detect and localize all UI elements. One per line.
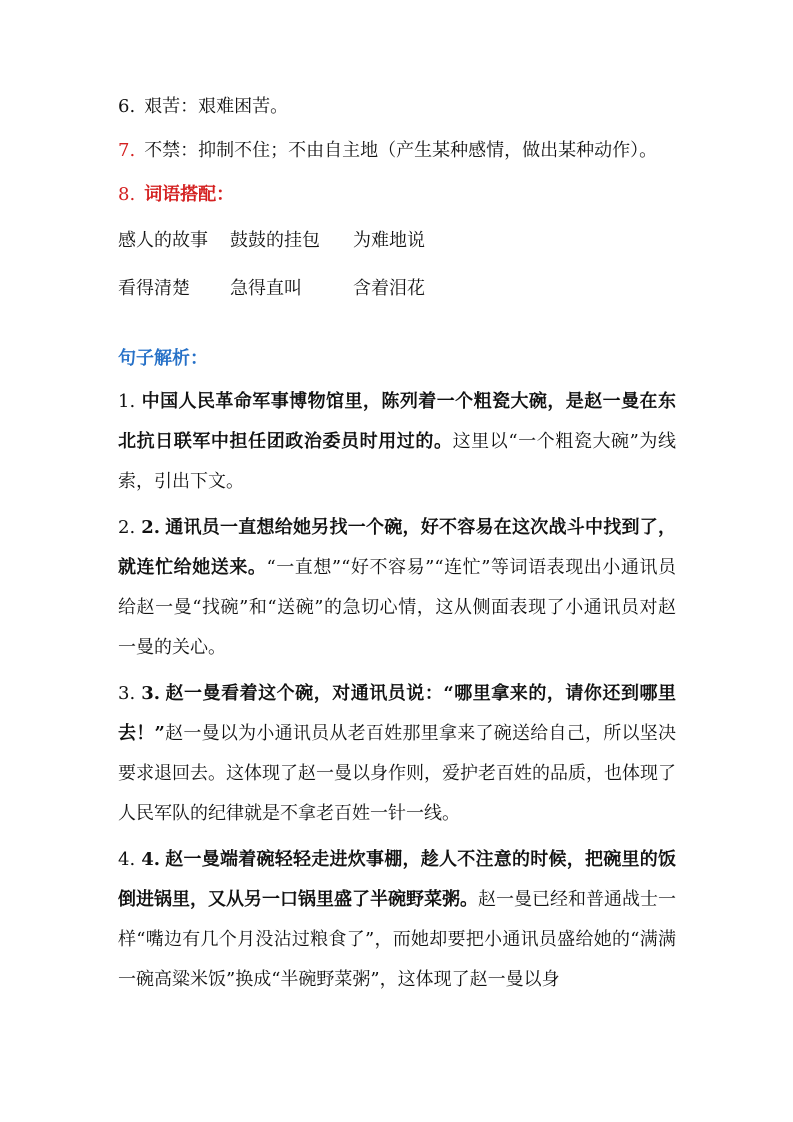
sentence-analysis-4 xyxy=(118,840,676,1000)
word-pair: 看得清楚 xyxy=(118,278,190,299)
analysis-text: 这里以“一个粗瓷大碗”为线索，引出下文。 xyxy=(118,431,677,492)
sentence-number: 4. xyxy=(118,849,136,870)
word-pair-row xyxy=(118,274,676,304)
definition-number: 7. xyxy=(118,140,136,161)
quoted-sentence: 中国人民革命军事博物馆里，陈列着一个粗瓷大碗，是赵一曼在东北抗日联军中担任团政治委员时用过的。 xyxy=(118,391,676,452)
sentence-number: 3. xyxy=(118,683,136,704)
definition-text: 不禁：抑制不住；不由自主地（产生某种感情，做出某种动作）。 xyxy=(144,140,658,161)
sentence-number: 2. xyxy=(118,517,136,538)
sentence-analysis-1 xyxy=(118,382,676,502)
definition-line-7 xyxy=(118,136,676,166)
word-pair: 感人的故事 xyxy=(118,230,208,251)
word-pair: 为难地说 xyxy=(353,230,425,251)
word-pair: 急得直叫 xyxy=(230,278,302,299)
sentence-number-duplicate: 2. xyxy=(141,517,160,538)
sentence-analysis-3 xyxy=(118,674,676,834)
quoted-sentence: 赵一曼端着碗轻轻走进炊事棚，趁人不注意的时候，把碗里的饭倒进锅里，又从另一口锅里盛了半碗野菜粥。 xyxy=(118,849,676,910)
sentence-number: 1. xyxy=(118,391,136,412)
sentence-analysis-2 xyxy=(118,508,676,668)
definition-number: 6. xyxy=(118,96,136,117)
analysis-text: “一直想”“好不容易”“连忙”等词语表现出小通讯员给赵一曼“找碗”和“送碗”的急切心情，这从侧面表现了小通讯员对赵一曼的关心。 xyxy=(118,557,677,658)
sentence-number-duplicate: 4. xyxy=(141,849,160,870)
sentence-number-duplicate: 3. xyxy=(141,683,160,704)
sentence-analysis-heading: 句子解析： xyxy=(118,348,208,369)
quoted-sentence: 赵一曼看着这个碗，对通讯员说：“哪里拿来的，请你还到哪里去！” xyxy=(118,683,676,744)
analysis-text: 赵一曼已经和普通战士一样“嘴边有几个月没沾过粮食了”，而她却要把小通讯员盛给她的“满满一碗高粱米饭”换成“半碗野菜粥”，这体现了赵一曼以身 xyxy=(118,889,676,990)
word-pairing-heading: 词语搭配： xyxy=(144,184,235,205)
analysis-text: 赵一曼以为小通讯员从老百姓那里拿来了碗送给自己，所以坚决要求退回去。这体现了赵一曼以身作则，爱护老百姓的品质，也体现了人民军队的纪律就是不拿老百姓一针一线。 xyxy=(118,723,677,824)
word-pair: 含着泪花 xyxy=(353,278,425,299)
definition-line-8 xyxy=(118,180,676,210)
word-pair: 鼓鼓的挂包 xyxy=(230,230,320,251)
word-pair-row xyxy=(118,226,676,256)
definition-number: 8. xyxy=(118,184,136,205)
definition-text: 艰苦：艰难困苦。 xyxy=(144,96,289,117)
quoted-sentence: 通讯员一直想给她另找一个碗，好不容易在这次战斗中找到了，就连忙给她送来。 xyxy=(118,517,676,578)
word-pairing-list xyxy=(118,226,676,304)
definition-line-6 xyxy=(118,92,676,122)
